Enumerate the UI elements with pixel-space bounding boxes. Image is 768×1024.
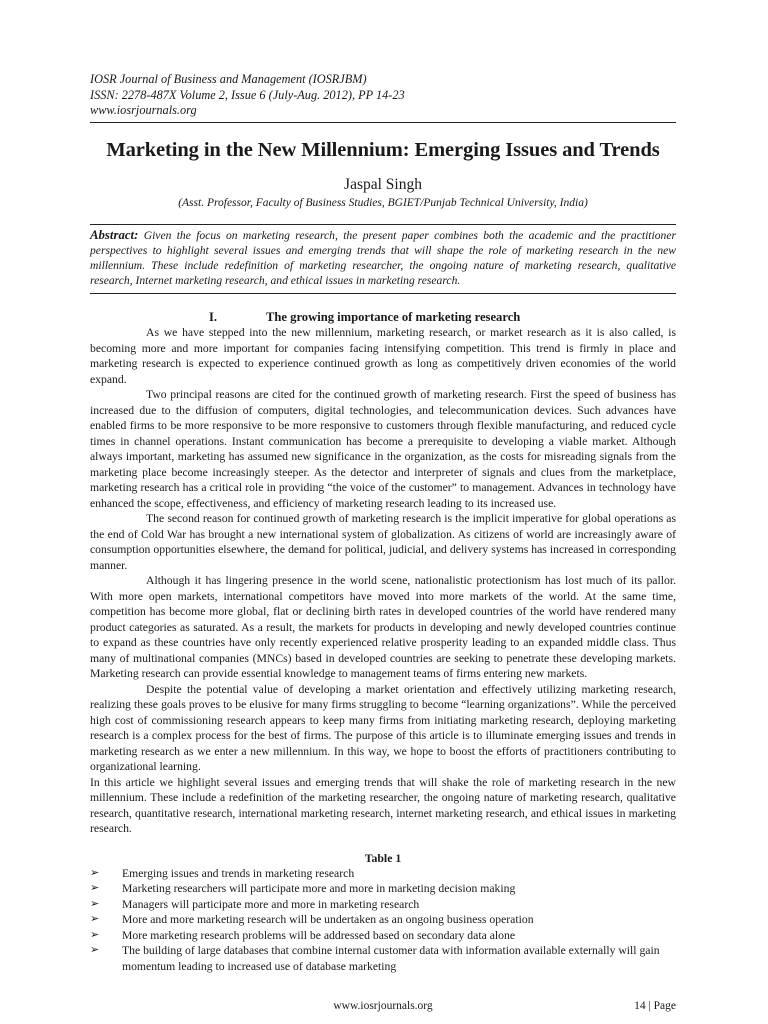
abstract-label: Abstract:: [90, 227, 139, 242]
section-body: [90, 325, 676, 837]
abstract-divider-bottom: [90, 293, 676, 294]
arrow-bullet-icon: ➢: [90, 897, 100, 910]
list-item-text: More and more marketing research will be undertaken as an ongoing business operation: [122, 913, 534, 927]
paragraph: The second reason for continued growth of marketing research is the implicit imperative for global operations as the end of Cold War has brought a new international system of globalization. As citizens of world are increasingly aware of consumption opportunities elsewhere, the demand for political, judicial, and delivery systems has increased in corresponding manner.: [90, 512, 676, 572]
list-item: [90, 881, 676, 897]
list-item-text: Managers will participate more and more in marketing research: [122, 897, 420, 911]
list-item: [90, 943, 676, 974]
arrow-bullet-icon: ➢: [90, 944, 100, 957]
author-name: Jaspal Singh: [344, 175, 422, 193]
arrow-bullet-icon: ➢: [90, 882, 100, 895]
abstract-divider-top: [90, 224, 676, 225]
list-item-text: Marketing researchers will participate more and more in marketing decision making: [122, 882, 516, 896]
journal-name: IOSR Journal of Business and Management (IOSRJBM): [90, 72, 367, 86]
header-divider: [90, 122, 676, 123]
list-item-text: The building of large databases that combine internal customer data with information available externally will gain momentum leading to increased use of database marketing: [122, 944, 660, 973]
list-item: [90, 897, 676, 913]
journal-header: [90, 72, 676, 119]
list-item: [90, 912, 676, 928]
paragraph: In this article we highlight several issues and emerging trends that will shake the role of marketing research in the new millennium. These include a redefinition of the marketing researcher, the ongoing nature of marketing research, qualitative research, quantitative research, international marketing research, internet marketing research, and ethical issues in marketing research.: [90, 775, 676, 836]
paper-title: Marketing in the New Millennium: Emerging Issues and Trends: [106, 138, 660, 161]
paragraph: As we have stepped into the new millennium, marketing research, or market research as it is also called, is becoming more and more important for companies facing intensifying competition. This trend is firmly in place and marketing research is expected to experience continued growth as long as competitively driven economies of the world expand.: [90, 326, 676, 386]
abstract: [90, 228, 676, 289]
paper-page: [90, 72, 676, 974]
paragraph: Two principal reasons are cited for the continued growth of marketing research. First the speed of business has increased due to the diffusion of computers, digital technologies, and telecommunication devices. Such advances have enabled firms to be more responsive to be more responsive to customers through flexible manufacturing, and reduced cycle times in channel operations. Instant communication has become a prerequisite to developing a viable market. Although always important, marketing has assumed new significance in the organization, as the costs for misreading signals from the marketing place become increasingly steeper. As the detector and interpreter of signals and clues from the marketplace, marketing research has a critical role in providing “the voice of the customer” to management. Advances in technology have enhanced the scope, effectiveness, and efficiency of marketing research leading to its increased use.: [90, 388, 676, 510]
section-title: The growing importance of marketing research: [266, 310, 521, 325]
section-heading: [90, 310, 676, 325]
page-footer: [90, 998, 676, 1014]
page-number: 14 | Page: [634, 1000, 676, 1012]
arrow-bullet-icon: ➢: [90, 866, 100, 879]
paragraph: Despite the potential value of developing a market orientation and effectively utilizing marketing research, realizing these goals proves to be elusive for many firms struggling to become “learning organizations”. While the perceived high cost of commissioning research appears to keep many firms from initiating marketing research, deploying marketing research is a complex process for the best of firms. The purpose of this article is to illuminate emerging issues and trends in marketing research as we enter a new millennium. In this way, we hope to boost the efforts of practitioners contributing to organizational learning.: [90, 682, 676, 774]
arrow-bullet-icon: ➢: [90, 928, 100, 941]
journal-issn: ISSN: 2278-487X Volume 2, Issue 6 (July-Aug. 2012), PP 14-23: [90, 87, 405, 102]
list-item-text: Emerging issues and trends in marketing research: [122, 866, 355, 880]
list-item-text: More marketing research problems will be addressed based on secondary data alone: [122, 928, 516, 942]
author-affiliation: (Asst. Professor, Faculty of Business Studies, BGIET/Punjab Technical University, India): [178, 196, 588, 209]
table-title: Table 1: [364, 850, 402, 865]
list-item: [90, 866, 676, 882]
paragraph: Although it has lingering presence in the world scene, nationalistic protectionism has lost much of its pallor. With more open markets, international competitors have moved into more markets of the world. At the same time, competition has become more global, flat or declining birth rates in developed countries of the world have rendered many product categories as saturated. As a result, the markets for products in developing and newly developed countries continue to expand as these countries have only recently experienced relative prosperity leading to an expanded middle class. Thus many of multinational companies (MNCs) based in developed countries are seeking to penetrate these developing markets. Marketing research can provide essential knowledge to management teams of firms entering new markets.: [90, 574, 676, 681]
table-list: [90, 866, 676, 975]
list-item: [90, 928, 676, 944]
section-number: I.: [209, 310, 218, 325]
abstract-text: Given the focus on marketing research, the present paper combines both the academic and the practitioner perspectives to highlight several issues and emerging trends that will shape the role of marketing research in the new millennium. These include redefinition of marketing researcher, the ongoing nature of marketing research, qualitative research, Internet marketing research, and ethical issues in marketing research.: [90, 228, 677, 288]
footer-website: www.iosrjournals.org: [333, 1000, 433, 1012]
journal-website: www.iosrjournals.org: [90, 103, 197, 117]
arrow-bullet-icon: ➢: [90, 913, 100, 926]
